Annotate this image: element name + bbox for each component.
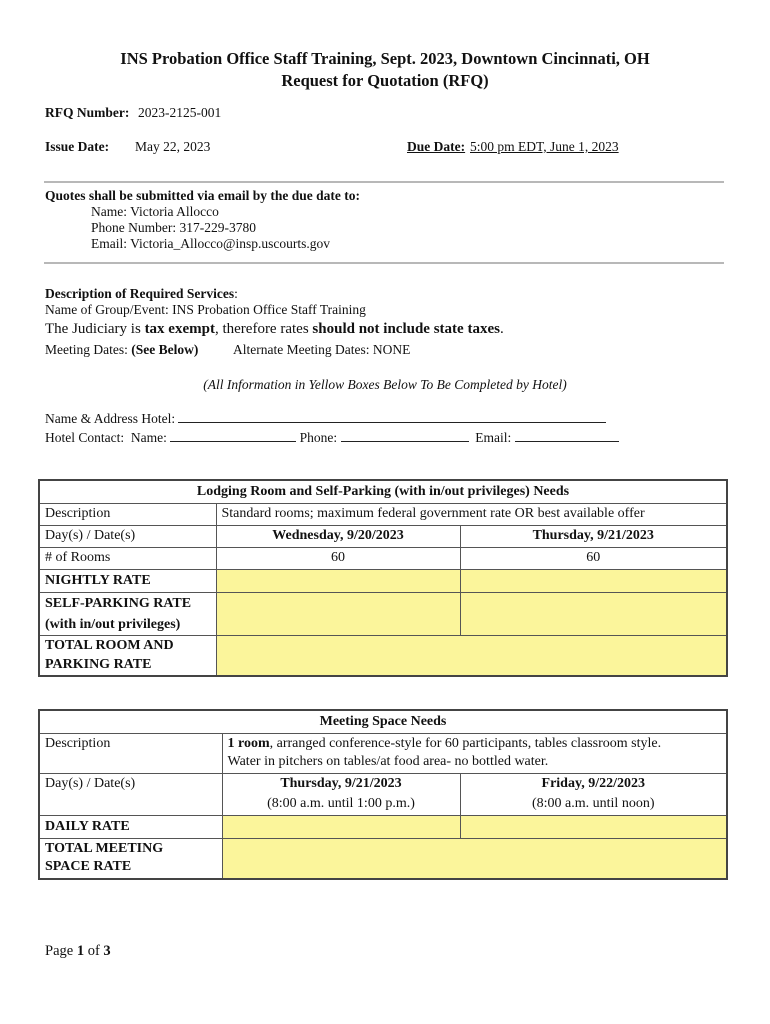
hotel-name-address-row: Name & Address Hotel: bbox=[45, 410, 606, 427]
nightly-rate-day-1-field[interactable] bbox=[216, 569, 460, 592]
total-meeting-space-field[interactable] bbox=[222, 838, 727, 879]
meeting-day-1: Thursday, 9/21/2023 (8:00 a.m. until 1:00 p.m.) bbox=[222, 773, 460, 815]
rfq-number-label: RFQ Number: bbox=[45, 105, 130, 120]
lodging-description-value: Standard rooms; maximum federal government rate OR best available offer bbox=[216, 503, 727, 525]
issue-date-value: May 22, 2023 bbox=[135, 139, 211, 154]
rooms-day-1: 60 bbox=[216, 547, 460, 569]
document-title: INS Probation Office Staff Training, Sept. 2023, Downtown Cincinnati, OH bbox=[120, 49, 650, 68]
contact-name: Name: Victoria Allocco bbox=[91, 204, 219, 219]
lodging-day-1: Wednesday, 9/20/2023 bbox=[216, 525, 460, 547]
divider-2 bbox=[44, 262, 724, 264]
total-meeting-space-label: TOTAL MEETING SPACE RATE bbox=[39, 838, 222, 879]
document-subtitle: Request for Quotation (RFQ) bbox=[281, 71, 489, 90]
parking-rate-day-2-field[interactable] bbox=[460, 592, 727, 635]
meeting-table bbox=[38, 709, 728, 880]
meeting-description-label: Description bbox=[39, 733, 222, 773]
alternate-dates: Alternate Meeting Dates: NONE bbox=[233, 342, 411, 357]
group-name: Name of Group/Event: INS Probation Office Staff Training bbox=[45, 302, 366, 317]
services-heading: Description of Required Services: bbox=[45, 286, 238, 301]
hotel-contact-email-blank[interactable] bbox=[515, 429, 619, 442]
hotel-name-address-blank[interactable] bbox=[178, 410, 606, 423]
submission-heading: Quotes shall be submitted via email by the due date to: bbox=[45, 188, 361, 203]
lodging-description-label: Description bbox=[39, 503, 216, 525]
page-number: Page 1 of 3 bbox=[45, 943, 111, 959]
rooms-day-2: 60 bbox=[460, 547, 727, 569]
lodging-table bbox=[38, 479, 728, 677]
due-date-value: 5:00 pm EDT, June 1, 2023 bbox=[470, 139, 619, 154]
rfq-number-value: 2023-2125-001 bbox=[138, 105, 222, 120]
total-room-parking-field[interactable] bbox=[216, 635, 727, 676]
tax-statement: The Judiciary is tax exempt, therefore rates should not include state taxes. bbox=[45, 321, 504, 337]
meeting-description-value: 1 room, arranged conference-style for 60 participants, tables classroom style. Water in pitchers on tables/at food area- no bottled water. bbox=[222, 733, 727, 773]
due-date-label: Due Date: bbox=[407, 139, 466, 154]
nightly-rate-label: NIGHTLY RATE bbox=[39, 569, 216, 592]
daily-rate-label: DAILY RATE bbox=[39, 815, 222, 838]
meeting-days-label: Day(s) / Date(s) bbox=[39, 773, 222, 815]
lodging-table-title: Lodging Room and Self-Parking (with in/out privileges) Needs bbox=[39, 480, 727, 503]
meeting-table-title: Meeting Space Needs bbox=[39, 710, 727, 733]
hotel-note: (All Information in Yellow Boxes Below To Be Completed by Hotel) bbox=[203, 377, 567, 392]
meeting-day-2: Friday, 9/22/2023 (8:00 a.m. until noon) bbox=[460, 773, 727, 815]
lodging-day-2: Thursday, 9/21/2023 bbox=[460, 525, 727, 547]
parking-rate-day-1-field[interactable] bbox=[216, 592, 460, 635]
nightly-rate-day-2-field[interactable] bbox=[460, 569, 727, 592]
hotel-contact-row: Hotel Contact: Name: Phone: Email: bbox=[45, 429, 619, 446]
divider-1 bbox=[44, 181, 724, 183]
contact-phone: Phone Number: 317-229-3780 bbox=[91, 220, 256, 235]
contact-email: Email: Victoria_Allocco@insp.uscourts.gov bbox=[91, 236, 330, 251]
hotel-contact-name-blank[interactable] bbox=[170, 429, 296, 442]
parking-rate-label: SELF-PARKING RATE (with in/out privileges) bbox=[39, 592, 216, 635]
rooms-label: # of Rooms bbox=[39, 547, 216, 569]
lodging-days-label: Day(s) / Date(s) bbox=[39, 525, 216, 547]
issue-date-label: Issue Date: bbox=[45, 139, 110, 154]
meeting-dates: Meeting Dates: (See Below) bbox=[45, 342, 199, 357]
total-room-parking-label: TOTAL ROOM AND PARKING RATE bbox=[39, 635, 216, 676]
daily-rate-day-2-field[interactable] bbox=[460, 815, 727, 838]
hotel-contact-phone-blank[interactable] bbox=[341, 429, 469, 442]
daily-rate-day-1-field[interactable] bbox=[222, 815, 460, 838]
